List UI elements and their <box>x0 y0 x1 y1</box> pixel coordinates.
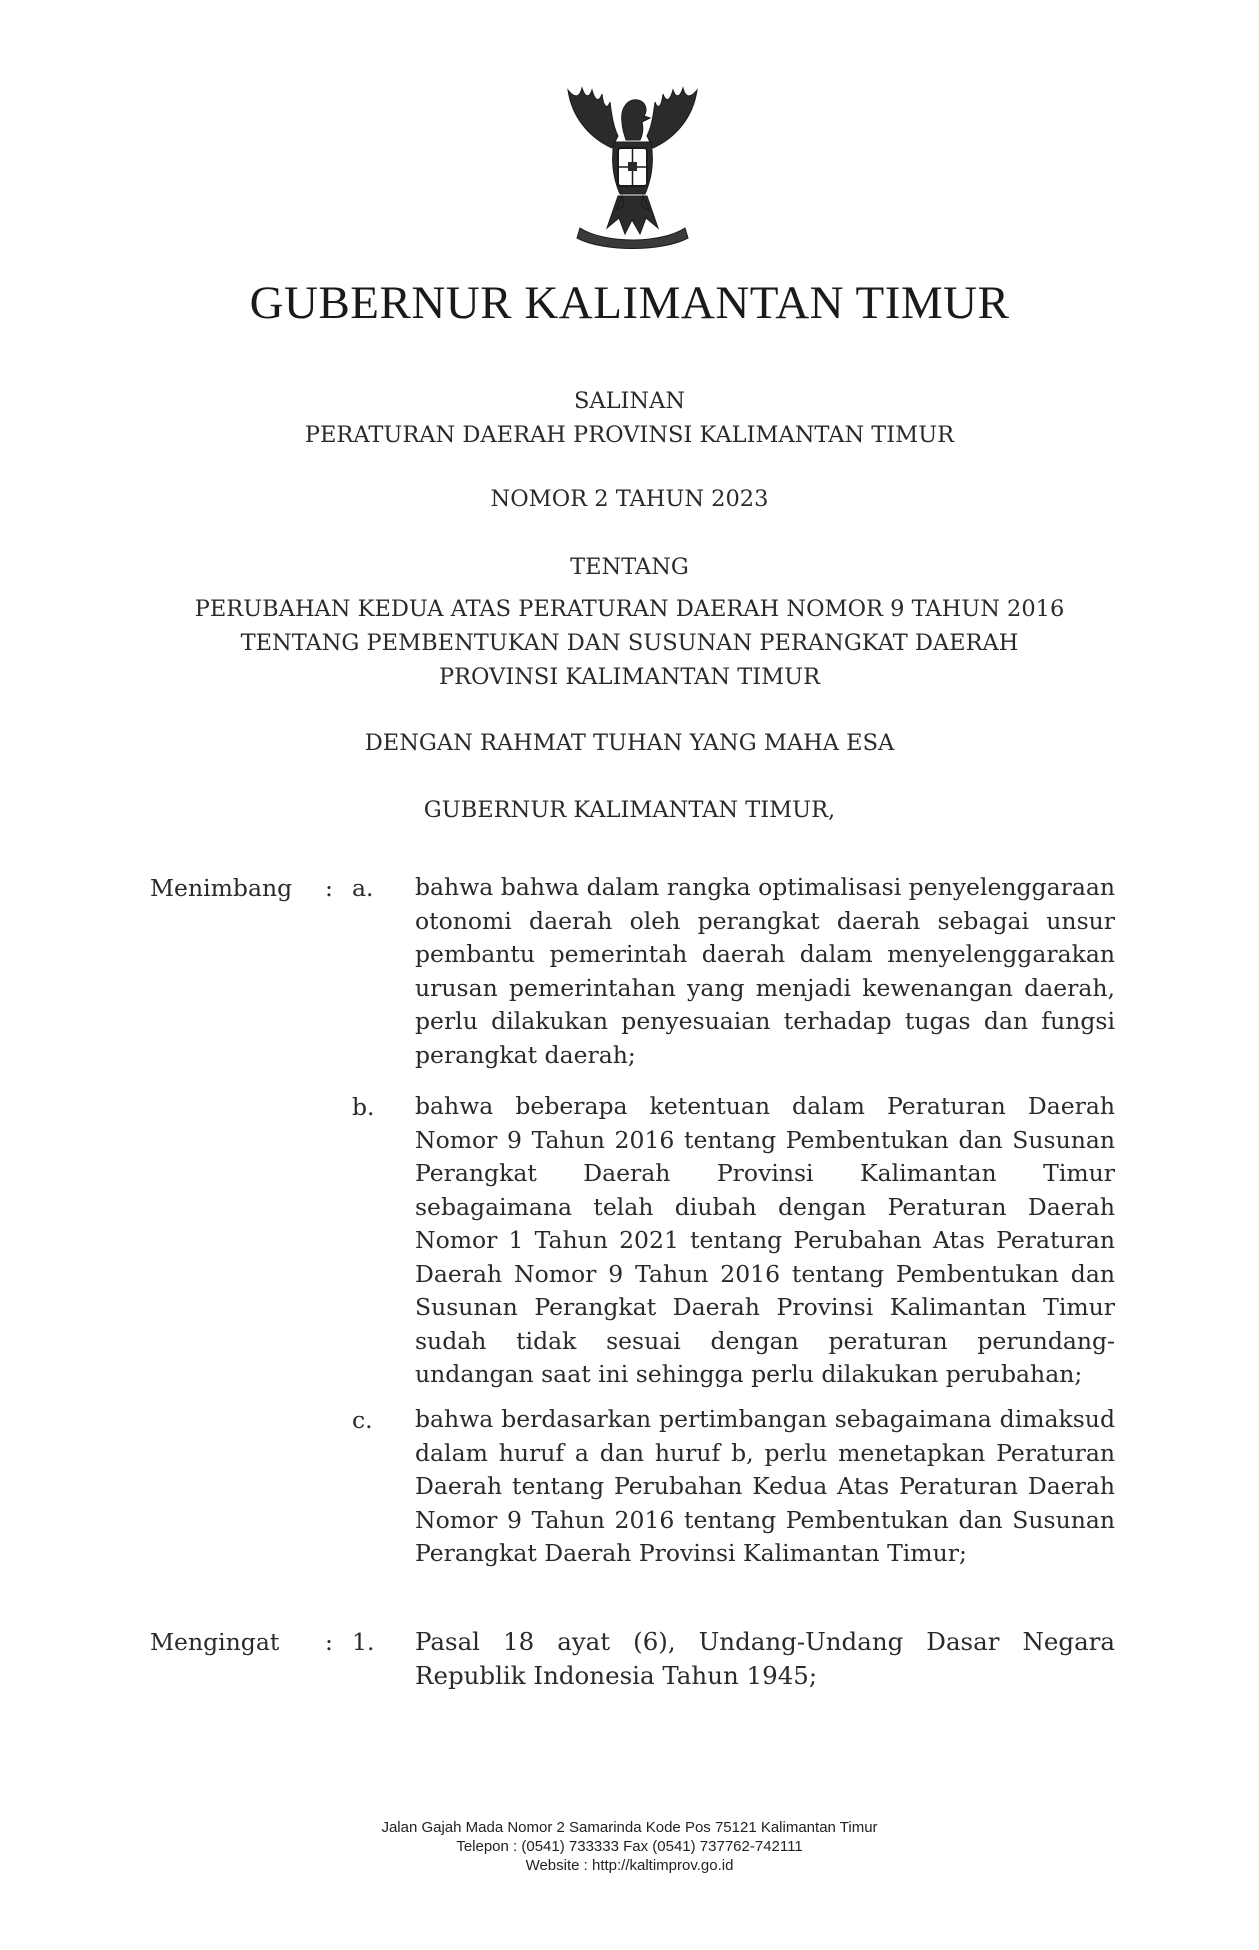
about-label: TENTANG <box>570 554 689 580</box>
footer-address: Jalan Gajah Mada Nomor 2 Samarinda Kode Pos 75121 Kalimantan Timur <box>381 1819 878 1836</box>
garuda-emblem-icon <box>550 78 715 258</box>
item-marker: a. <box>352 874 374 902</box>
copy-label: SALINAN <box>573 388 686 414</box>
considering-label: Menimbang <box>150 874 293 902</box>
item-marker: b. <box>352 1093 375 1121</box>
considering-item-a: bahwa bahwa dalam rangka optimalisasi penyelenggaraan otonomi daerah oleh perangkat daerah sebagai unsur pembantu pemerintah daerah dalam menyelenggarakan urusan pemerintahan yang menjadi kewenangan daerah, perlu dilakukan penyesuaian terhadap tugas dan fungsi perangkat daerah; <box>415 873 1115 1069</box>
regulation-title-line: PROVINSI KALIMANTAN TIMUR <box>438 664 821 690</box>
regulation-type: PERATURAN DAERAH PROVINSI KALIMANTAN TIMUR <box>304 422 955 448</box>
considering-item-b: bahwa beberapa ketentuan dalam Peraturan Daerah Nomor 9 Tahun 2016 tentang Pembentukan dan Susunan Perangkat Daerah Provinsi Kalimantan Timur sebagaimana telah diubah dengan Peraturan Daerah Nomor 1 Tahun 2021 tentang Perubahan Atas Peraturan Daerah Nomor 9 Tahun 2016 tentang Pembentukan dan Susunan Perangkat Daerah Provinsi Kalimantan Timur sudah tidak sesuai dengan peraturan perundang-undangan saat ini sehingga perlu dilakukan perubahan; <box>415 1092 1115 1388</box>
footer-phone: Telepon : (0541) 733333 Fax (0541) 737762-742111 <box>456 1838 803 1855</box>
considering-item-c: bahwa berdasarkan pertimbangan sebagaimana dimaksud dalam huruf a dan huruf b, perlu menetapkan Peraturan Daerah tentang Perubahan Kedua Atas Peraturan Daerah Nomor 9 Tahun 2016 tentang Pembentukan dan Susunan Perangkat Daerah Provinsi Kalimantan Timur; <box>415 1405 1115 1567</box>
recalling-label: Mengingat <box>150 1628 280 1656</box>
governor-heading: GUBERNUR KALIMANTAN TIMUR, <box>423 797 836 823</box>
regulation-title-line: PERUBAHAN KEDUA ATAS PERATURAN DAERAH NOMOR 9 TAHUN 2016 <box>194 596 1065 622</box>
considering-colon: : <box>325 874 333 902</box>
recalling-colon: : <box>325 1628 333 1656</box>
regulation-number: NOMOR 2 TAHUN 2023 <box>490 486 769 512</box>
footer-website: Website : http://kaltimprov.go.id <box>525 1857 734 1874</box>
regulation-title-line: TENTANG PEMBENTUKAN DAN SUSUNAN PERANGKAT DAERAH <box>240 630 1019 656</box>
preamble-blessing: DENGAN RAHMAT TUHAN YANG MAHA ESA <box>364 730 895 756</box>
recalling-item-1: Pasal 18 ayat (6), Undang-Undang Dasar Negara Republik Indonesia Tahun 1945; <box>415 1627 1115 1690</box>
governor-letterhead-title: GUBERNUR KALIMANTAN TIMUR <box>249 277 1010 329</box>
item-marker: 1. <box>352 1628 375 1656</box>
item-marker: c. <box>352 1406 373 1434</box>
